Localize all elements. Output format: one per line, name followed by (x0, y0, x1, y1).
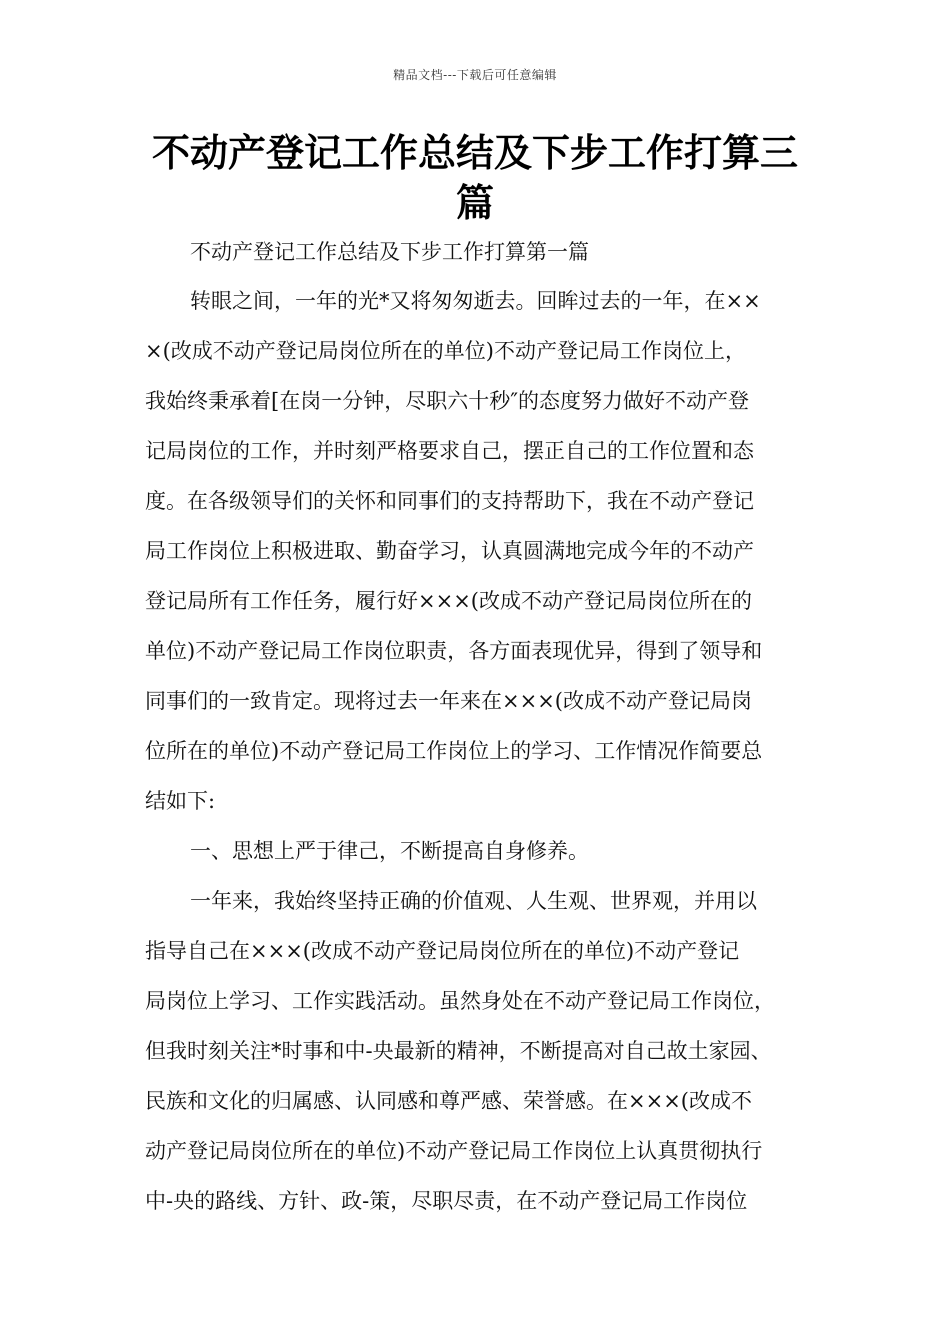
paragraph-line: 一年来，我始终坚持正确的价值观、人生观、世界观，并用以 (190, 889, 757, 913)
paragraph-line: 记局岗位的工作，并时刻严格要求自己，摆正自己的工作位置和态 (145, 439, 754, 463)
page-header: 精品文档---下载后可任意编辑 (393, 68, 557, 82)
section-heading: 一、思想上严于律己，不断提高自身修养。 (190, 839, 589, 863)
document-title: 不动产登记工作总结及下步工作打算三篇 (151, 131, 798, 225)
paragraph-line: 动产登记局岗位所在的单位)不动产登记局工作岗位上认真贯彻执行 (145, 1139, 763, 1163)
paragraph-line: 度。在各级领导们的关怀和同事们的支持帮助下，我在不动产登记 (145, 489, 754, 513)
paragraph-line: 中-央的路线、方针、政-策，尽职尽责，在不动产登记局工作岗位 (145, 1189, 748, 1213)
paragraph-line: 局工作岗位上积极进取、勤奋学习，认真圆满地完成今年的不动产 (145, 539, 754, 563)
paragraph-line: 位所在的单位)不动产登记局工作岗位上的学习、工作情况作简要总 (145, 739, 763, 763)
paragraph-line: 转眼之间，一年的光*又将匆匆逝去。回眸过去的一年，在×× (190, 289, 761, 313)
paragraph-line: 局岗位上学习、工作实践活动。虽然身处在不动产登记局工作岗位， (145, 989, 775, 1013)
paragraph-line: 指导自己在×××(改成不动产登记局岗位所在的单位)不动产登记 (145, 939, 740, 963)
paragraph-line: ×(改成不动产登记局岗位所在的单位)不动产登记局工作岗位上， (145, 339, 746, 363)
paragraph-line: 但我时刻关注*时事和中-央最新的精神，不断提高对自己故土家园、 (145, 1039, 772, 1063)
paragraph-line: 单位)不动产登记局工作岗位职责，各方面表现优异，得到了领导和 (145, 639, 763, 663)
paragraph-line: 我始终秉承着[在岗一分钟，尽职六十秒″的态度努力做好不动产登 (145, 389, 750, 413)
paragraph-line: 同事们的一致肯定。现将过去一年来在×××(改成不动产登记局岗 (145, 689, 752, 713)
paragraph-line: 结如下: (145, 789, 216, 813)
paragraph-line: 民族和文化的归属感、认同感和尊严感、荣誉感。在×××(改成不 (145, 1089, 752, 1113)
subtitle: 不动产登记工作总结及下步工作打算第一篇 (190, 240, 589, 264)
paragraph-line: 登记局所有工作任务，履行好×××(改成不动产登记局岗位所在的 (145, 589, 752, 613)
